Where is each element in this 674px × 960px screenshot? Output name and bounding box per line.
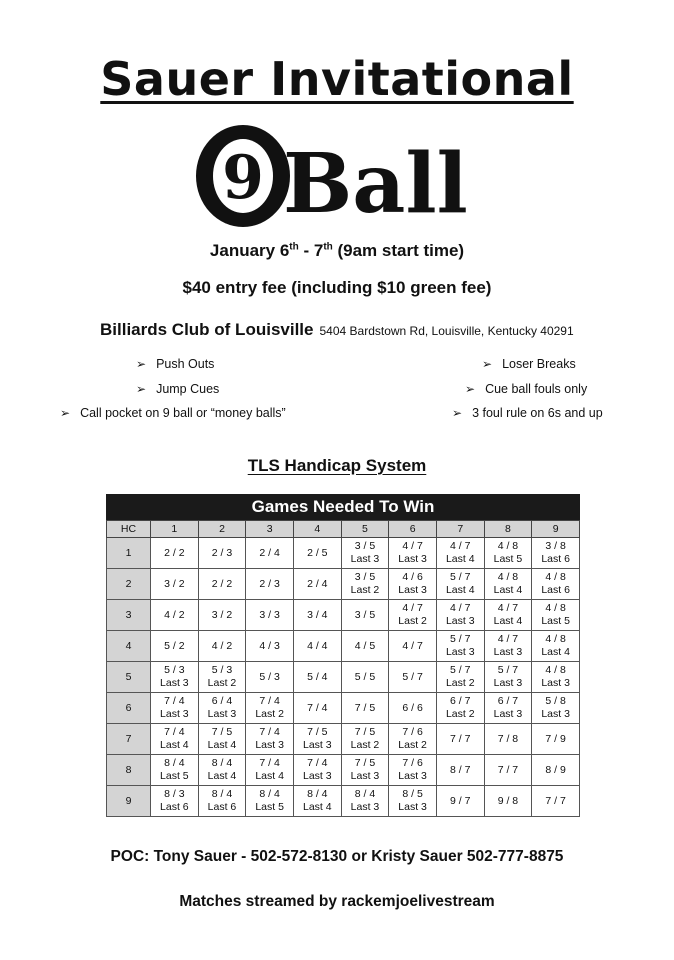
cell-games: 7 / 5 <box>211 726 233 738</box>
cell-games: 3 / 5 <box>354 540 376 552</box>
table-cell <box>293 786 341 817</box>
table-cell <box>532 631 580 662</box>
cell-last: Last 4 <box>445 553 475 565</box>
cell-games: 5 / 4 <box>307 670 328 683</box>
row-header-hc: 3 <box>107 600 151 631</box>
logo-word: Ball <box>283 136 468 230</box>
table-cell <box>246 724 294 755</box>
table-cell <box>293 724 341 755</box>
cell-games: 8 / 3 <box>164 788 185 800</box>
table-cell <box>484 724 532 755</box>
cell-last: Last 6 <box>160 801 189 813</box>
arrowhead-bullet-icon: ➢ <box>136 382 147 396</box>
table-cell <box>341 538 389 569</box>
cell-games: 3 / 2 <box>164 577 185 590</box>
column-header: 1 <box>151 521 199 538</box>
table-row <box>107 631 580 662</box>
table-cell <box>293 631 341 662</box>
cell-last: Last 4 <box>445 584 475 596</box>
cell-games: 7 / 8 <box>497 732 519 745</box>
cell-games: 4 / 6 <box>402 571 423 583</box>
table-cell <box>436 631 484 662</box>
cell-last: Last 3 <box>541 708 570 720</box>
row-header-hc: 6 <box>107 693 151 724</box>
cell-games: 7 / 7 <box>497 763 519 776</box>
cell-games: 7 / 6 <box>402 757 423 769</box>
cell-last: Last 3 <box>493 708 523 720</box>
table-cell <box>198 631 246 662</box>
logo-number: 9 <box>222 143 264 213</box>
cell-games: 3 / 5 <box>354 571 376 583</box>
cell-games: 4 / 2 <box>164 608 185 621</box>
cell-games: 6 / 7 <box>450 695 471 707</box>
cell-last: Last 3 <box>160 677 189 689</box>
table-cell <box>198 755 246 786</box>
cell-games: 4 / 8 <box>497 540 519 552</box>
table-title: Games Needed To Win <box>106 494 580 520</box>
table-cell <box>389 600 437 631</box>
table-cell <box>293 693 341 724</box>
cell-games: 8 / 4 <box>307 788 328 800</box>
cell-games: 5 / 3 <box>211 664 233 676</box>
cell-last: Last 3 <box>398 801 427 813</box>
cell-last: Last 3 <box>350 770 380 782</box>
cell-games: 7 / 7 <box>545 794 566 807</box>
stream-info: Matches streamed by rackemjoelivestream <box>179 893 495 910</box>
table-cell <box>389 631 437 662</box>
cell-games: 7 / 4 <box>307 701 328 714</box>
cell-last: Last 2 <box>350 739 380 751</box>
column-header: 2 <box>198 521 246 538</box>
cell-last: Last 2 <box>255 708 284 720</box>
cell-games: 4 / 7 <box>497 633 519 645</box>
cell-games: 5 / 3 <box>259 670 280 683</box>
cell-games: 4 / 5 <box>354 639 376 652</box>
page-title: Sauer Invitational <box>100 52 574 106</box>
table-cell <box>436 662 484 693</box>
cell-last: Last 3 <box>207 708 237 720</box>
cell-last: Last 2 <box>207 677 237 689</box>
table-cell <box>532 600 580 631</box>
cell-last: Last 6 <box>541 584 570 596</box>
cell-games: 4 / 8 <box>497 571 519 583</box>
arrowhead-bullet-icon: ➢ <box>465 382 476 396</box>
table-cell <box>341 786 389 817</box>
cell-games: 4 / 8 <box>545 571 566 583</box>
cell-games: 2 / 3 <box>259 577 280 590</box>
arrowhead-bullet-icon: ➢ <box>60 406 71 420</box>
column-header: 6 <box>389 521 437 538</box>
point-of-contact: POC: Tony Sauer - 502-572-8130 or Kristy Sauer 502-777-8875 <box>110 848 564 865</box>
table-row <box>107 786 580 817</box>
table-cell <box>151 786 199 817</box>
table-row <box>107 755 580 786</box>
cell-last: Last 4 <box>160 739 189 751</box>
cell-last: Last 3 <box>302 770 332 782</box>
cell-games: 5 / 8 <box>545 695 566 707</box>
table-cell <box>484 662 532 693</box>
cell-games: 7 / 5 <box>307 726 328 738</box>
cell-games: 7 / 7 <box>450 732 471 745</box>
cell-last: Last 4 <box>493 584 523 596</box>
cell-last: Last 5 <box>255 801 284 813</box>
table-cell <box>293 662 341 693</box>
table-cell <box>484 600 532 631</box>
table-cell <box>151 600 199 631</box>
table-cell <box>436 786 484 817</box>
table-cell <box>198 786 246 817</box>
row-header-hc: 4 <box>107 631 151 662</box>
table-cell <box>198 724 246 755</box>
table-cell <box>293 569 341 600</box>
cell-games: 7 / 4 <box>259 695 280 707</box>
table-row <box>107 569 580 600</box>
cell-games: 2 / 3 <box>211 546 233 559</box>
table-cell <box>246 600 294 631</box>
cell-games: 3 / 8 <box>545 540 566 552</box>
table-cell <box>532 724 580 755</box>
cell-games: 4 / 7 <box>402 639 423 652</box>
cell-games: 4 / 4 <box>307 639 328 652</box>
table-cell <box>484 631 532 662</box>
handicap-section-title: TLS Handicap System <box>247 456 427 475</box>
cell-last: Last 2 <box>350 584 380 596</box>
venue-address: 5404 Bardstown Rd, Louisville, Kentucky 40291 <box>319 324 574 338</box>
cell-games: 7 / 4 <box>259 726 280 738</box>
table-cell <box>246 755 294 786</box>
table-cell <box>151 662 199 693</box>
table-cell <box>341 600 389 631</box>
table-cell <box>198 693 246 724</box>
cell-games: 4 / 2 <box>211 639 233 652</box>
arrowhead-bullet-icon: ➢ <box>136 357 147 371</box>
cell-games: 6 / 4 <box>211 695 233 707</box>
table-cell <box>532 662 580 693</box>
cell-games: 8 / 4 <box>211 788 233 800</box>
cell-last: Last 5 <box>541 615 570 627</box>
cell-last: Last 2 <box>398 615 427 627</box>
table-row <box>107 662 580 693</box>
cell-last: Last 4 <box>207 770 237 782</box>
cell-last: Last 3 <box>350 553 380 565</box>
cell-last: Last 5 <box>160 770 189 782</box>
rule-item: ➢ Loser Breaks <box>482 357 576 371</box>
cell-games: 7 / 4 <box>259 757 280 769</box>
cell-last: Last 3 <box>398 553 427 565</box>
table-cell <box>341 724 389 755</box>
rule-item: ➢ Call pocket on 9 ball or “money balls” <box>60 406 286 420</box>
cell-games: 4 / 7 <box>497 602 519 614</box>
cell-games: 8 / 7 <box>450 763 471 776</box>
column-header: HC <box>107 521 151 538</box>
column-header: 8 <box>484 521 532 538</box>
cell-games: 9 / 7 <box>450 794 471 807</box>
column-header: 3 <box>246 521 294 538</box>
cell-last: Last 4 <box>255 770 284 782</box>
cell-games: 3 / 2 <box>211 608 233 621</box>
table-cell <box>436 569 484 600</box>
table-cell <box>151 631 199 662</box>
table-cell <box>246 786 294 817</box>
table-cell <box>293 600 341 631</box>
cell-games: 4 / 7 <box>402 602 423 614</box>
cell-games: 2 / 5 <box>307 546 328 559</box>
cell-games: 5 / 7 <box>402 670 423 683</box>
cell-last: Last 2 <box>445 677 475 689</box>
cell-games: 7 / 9 <box>545 732 566 745</box>
table-cell <box>341 662 389 693</box>
cell-games: 3 / 3 <box>259 608 280 621</box>
row-header-hc: 7 <box>107 724 151 755</box>
cell-last: Last 5 <box>493 553 523 565</box>
cell-games: 5 / 7 <box>497 664 519 676</box>
cell-last: Last 2 <box>398 739 427 751</box>
arrowhead-bullet-icon: ➢ <box>452 406 463 420</box>
table-cell <box>198 538 246 569</box>
table-cell <box>198 569 246 600</box>
cell-games: 8 / 4 <box>259 788 280 800</box>
venue-name: Billiards Club of Louisville <box>100 320 314 339</box>
cell-games: 9 / 8 <box>497 794 519 807</box>
nine-ball-logo <box>195 120 495 230</box>
cell-games: 8 / 4 <box>211 757 233 769</box>
row-header-hc: 5 <box>107 662 151 693</box>
cell-games: 4 / 7 <box>402 540 423 552</box>
cell-games: 7 / 4 <box>307 757 328 769</box>
cell-games: 3 / 5 <box>354 608 376 621</box>
cell-games: 4 / 7 <box>450 602 471 614</box>
cell-games: 2 / 4 <box>259 546 280 559</box>
cell-last: Last 4 <box>541 646 570 658</box>
table-cell <box>436 693 484 724</box>
table-cell <box>151 693 199 724</box>
row-header-hc: 9 <box>107 786 151 817</box>
rule-item: ➢ 3 foul rule on 6s and up <box>452 406 603 420</box>
table-cell <box>532 569 580 600</box>
cell-games: 4 / 8 <box>545 602 566 614</box>
cell-games: 4 / 3 <box>259 639 280 652</box>
table-cell <box>246 538 294 569</box>
table-header-row <box>107 521 580 538</box>
cell-last: Last 3 <box>160 708 189 720</box>
table-cell <box>484 538 532 569</box>
table-cell <box>484 693 532 724</box>
cell-games: 8 / 9 <box>545 763 566 776</box>
table-cell <box>389 662 437 693</box>
table-cell <box>436 600 484 631</box>
cell-games: 2 / 2 <box>164 546 185 559</box>
table-cell <box>151 755 199 786</box>
cell-games: 4 / 7 <box>450 540 471 552</box>
handicap-table <box>106 520 580 817</box>
table-row <box>107 600 580 631</box>
cell-last: Last 6 <box>207 801 237 813</box>
cell-games: 7 / 5 <box>354 726 376 738</box>
table-row <box>107 724 580 755</box>
table-cell <box>198 662 246 693</box>
cell-games: 7 / 6 <box>402 726 423 738</box>
table-cell <box>389 786 437 817</box>
entry-fee: $40 entry fee (including $10 green fee) <box>182 278 492 297</box>
column-header: 7 <box>436 521 484 538</box>
table-cell <box>436 724 484 755</box>
cell-games: 8 / 4 <box>164 757 185 769</box>
cell-last: Last 3 <box>541 677 570 689</box>
table-cell <box>293 755 341 786</box>
table-cell <box>293 538 341 569</box>
table-cell <box>436 755 484 786</box>
venue <box>100 320 574 340</box>
rule-item: ➢ Jump Cues <box>136 382 220 396</box>
table-cell <box>484 569 532 600</box>
cell-last: Last 3 <box>445 646 475 658</box>
table-cell <box>246 569 294 600</box>
cell-last: Last 4 <box>493 615 523 627</box>
table-cell <box>151 724 199 755</box>
cell-games: 4 / 8 <box>545 664 566 676</box>
table-cell <box>389 724 437 755</box>
column-header: 5 <box>341 521 389 538</box>
table-cell <box>341 631 389 662</box>
cell-games: 5 / 7 <box>450 633 471 645</box>
cell-games: 7 / 5 <box>354 757 376 769</box>
cell-games: 7 / 5 <box>354 701 376 714</box>
cell-games: 4 / 8 <box>545 633 566 645</box>
table-cell <box>246 693 294 724</box>
cell-games: 6 / 6 <box>402 701 423 714</box>
cell-games: 6 / 7 <box>497 695 519 707</box>
cell-games: 7 / 4 <box>164 695 185 707</box>
table-cell <box>532 693 580 724</box>
cell-games: 5 / 5 <box>354 670 376 683</box>
cell-games: 2 / 4 <box>307 577 328 590</box>
cell-last: Last 4 <box>207 739 237 751</box>
cell-last: Last 2 <box>445 708 475 720</box>
column-header: 4 <box>293 521 341 538</box>
table-cell <box>484 786 532 817</box>
cell-last: Last 3 <box>255 739 284 751</box>
table-cell <box>484 755 532 786</box>
cell-games: 3 / 4 <box>307 608 328 621</box>
cell-last: Last 3 <box>350 801 380 813</box>
cell-games: 5 / 3 <box>164 664 185 676</box>
row-header-hc: 8 <box>107 755 151 786</box>
cell-last: Last 3 <box>493 646 523 658</box>
event-dates: January 6th - 7th (9am start time) <box>209 241 465 260</box>
table-cell <box>341 693 389 724</box>
table-cell <box>151 538 199 569</box>
rule-item: ➢ Push Outs <box>136 357 215 371</box>
table-cell <box>341 755 389 786</box>
row-header-hc: 1 <box>107 538 151 569</box>
table-cell <box>532 538 580 569</box>
arrowhead-bullet-icon: ➢ <box>482 357 493 371</box>
table-cell <box>246 662 294 693</box>
table-cell <box>151 569 199 600</box>
rule-item: ➢ Cue ball fouls only <box>465 382 588 396</box>
table-cell <box>436 538 484 569</box>
table-cell <box>389 538 437 569</box>
cell-games: 5 / 7 <box>450 571 471 583</box>
row-header-hc: 2 <box>107 569 151 600</box>
cell-games: 5 / 7 <box>450 664 471 676</box>
cell-games: 8 / 4 <box>354 788 376 800</box>
table-cell <box>532 755 580 786</box>
cell-last: Last 4 <box>302 801 332 813</box>
column-header: 9 <box>532 521 580 538</box>
cell-games: 8 / 5 <box>402 788 423 800</box>
table-cell <box>389 693 437 724</box>
table-cell <box>389 569 437 600</box>
cell-games: 2 / 2 <box>211 577 233 590</box>
cell-last: Last 3 <box>398 770 427 782</box>
table-row <box>107 693 580 724</box>
table-cell <box>198 600 246 631</box>
table-cell <box>246 631 294 662</box>
table-cell <box>532 786 580 817</box>
cell-games: 7 / 4 <box>164 726 185 738</box>
table-row <box>107 538 580 569</box>
table-cell <box>341 569 389 600</box>
table-cell <box>389 755 437 786</box>
cell-games: 5 / 2 <box>164 639 185 652</box>
cell-last: Last 3 <box>398 584 427 596</box>
cell-last: Last 3 <box>493 677 523 689</box>
cell-last: Last 3 <box>302 739 332 751</box>
cell-last: Last 6 <box>541 553 570 565</box>
cell-last: Last 3 <box>445 615 475 627</box>
